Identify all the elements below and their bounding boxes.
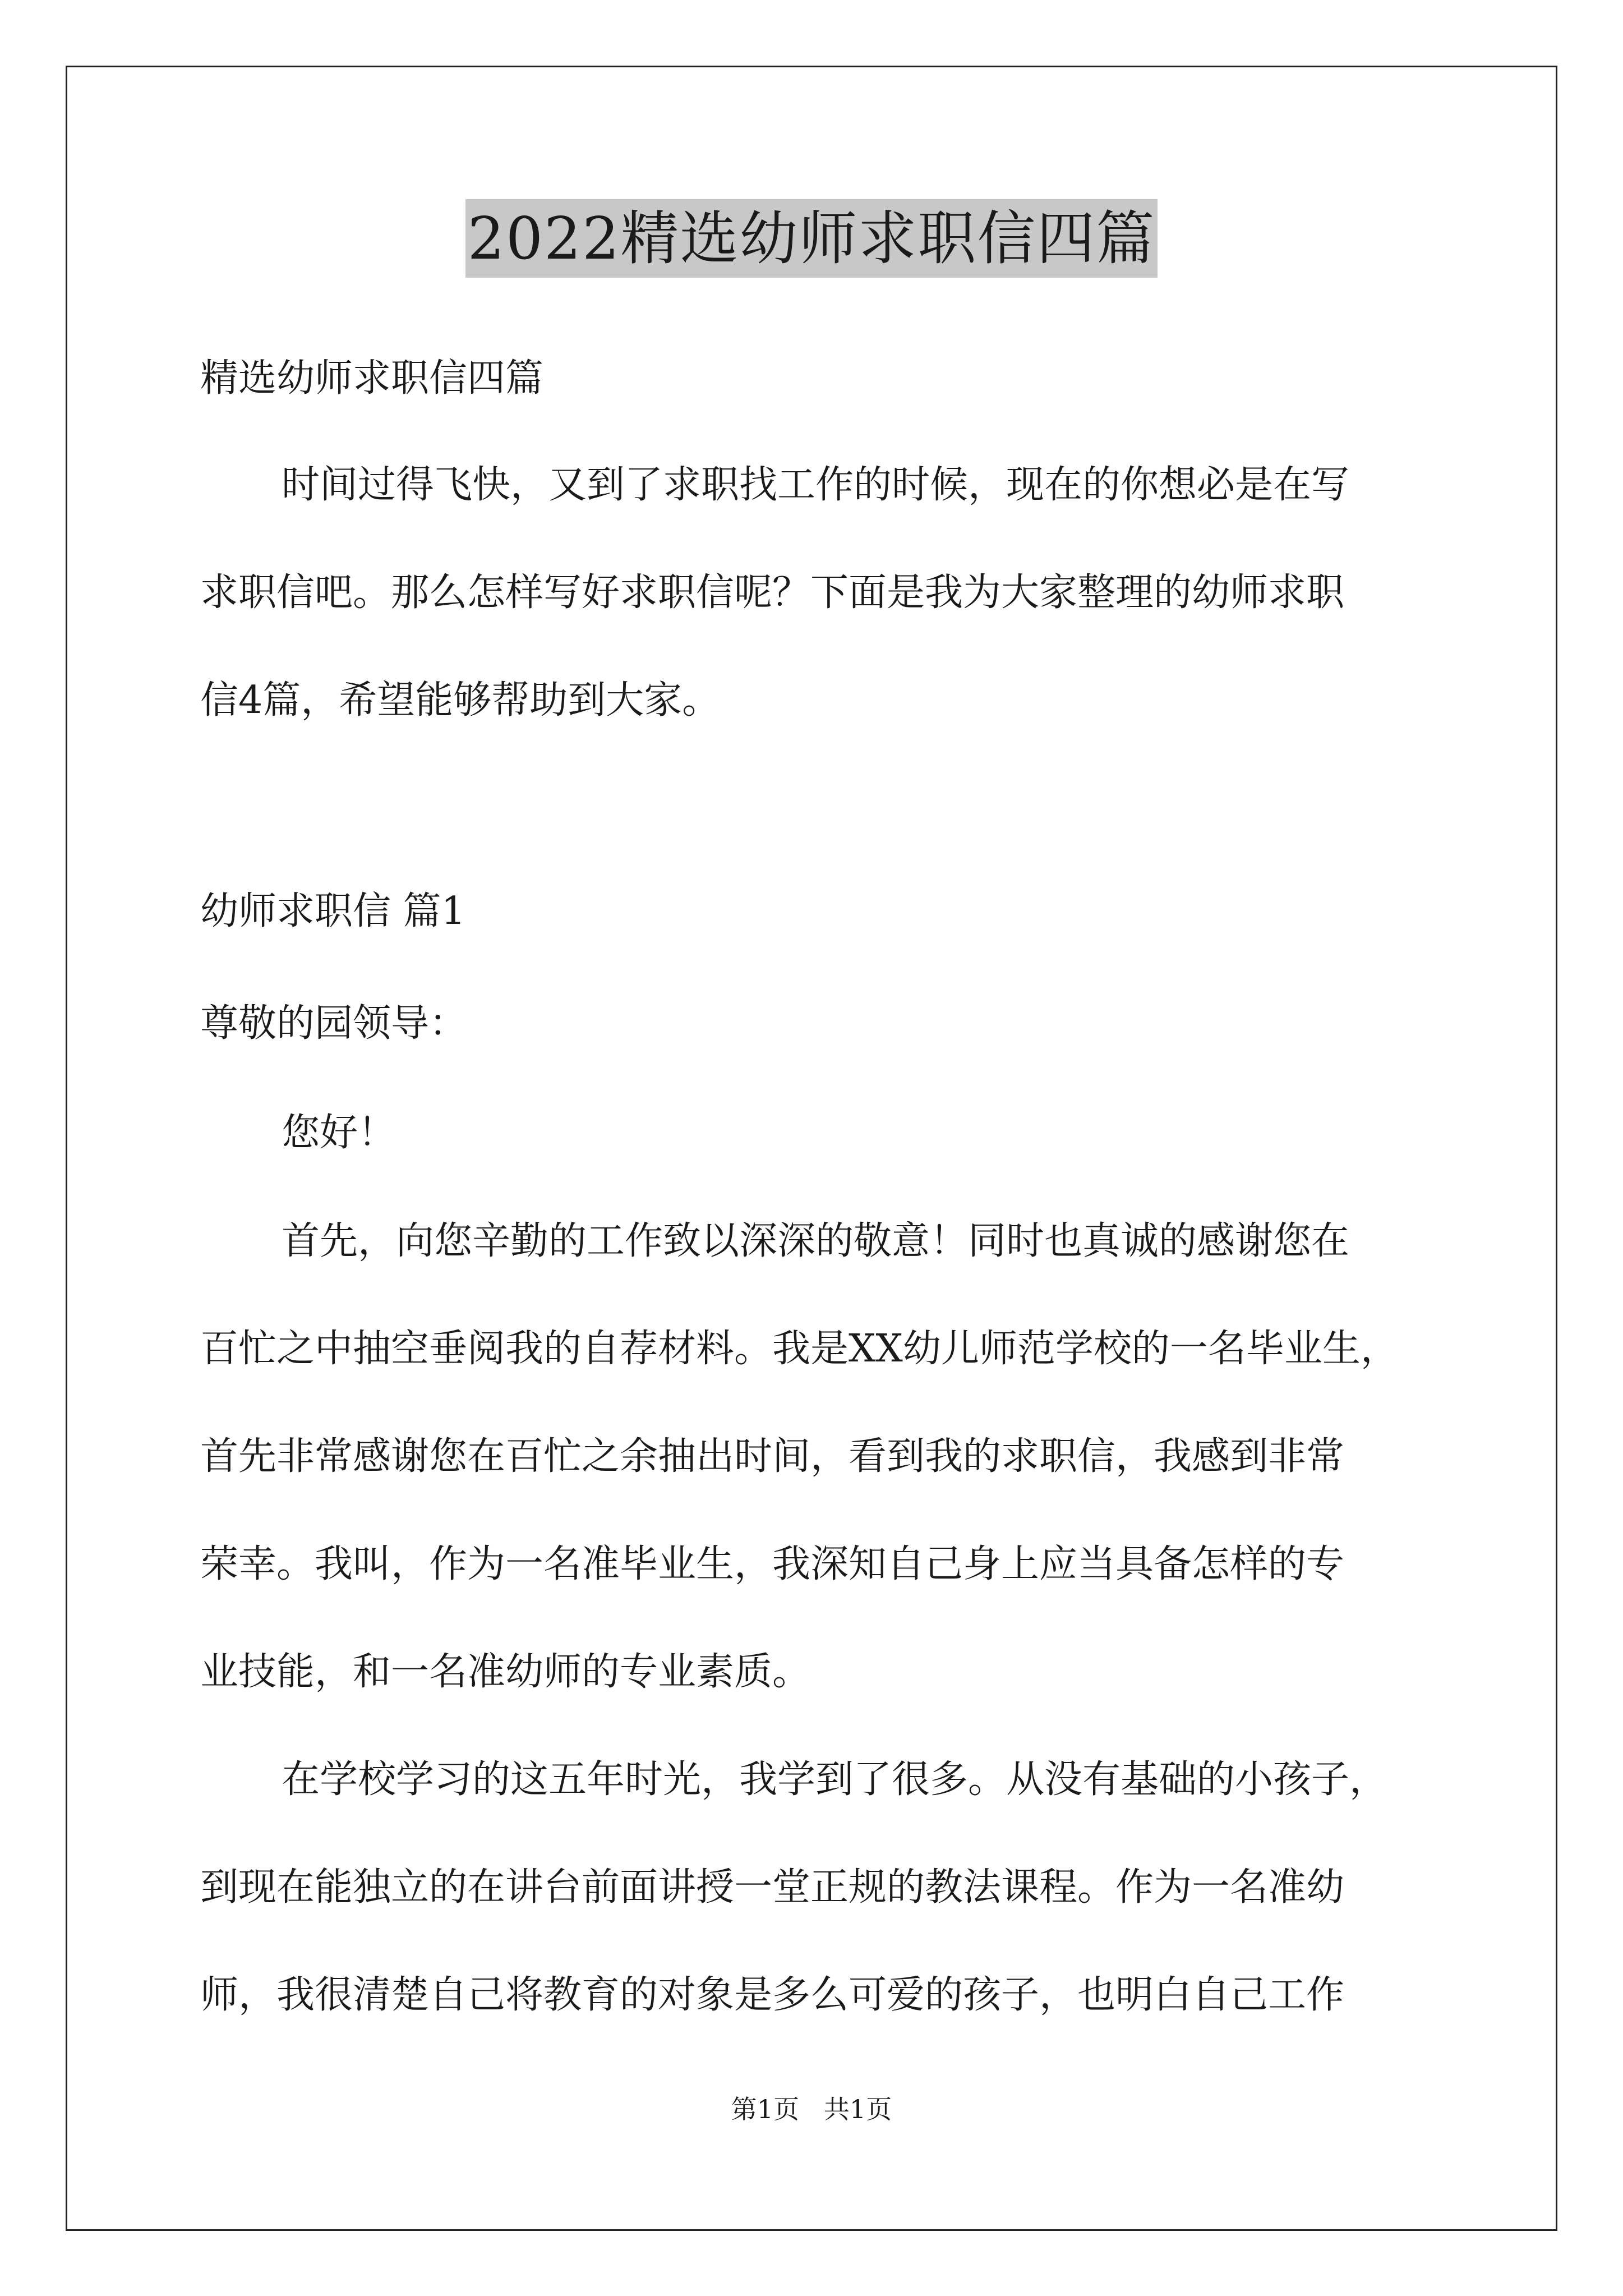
paragraph-line: 首先非常感谢您在百忙之余抽出时间，看到我的求职信，我感到非常 [200, 1434, 1345, 1479]
greeting: 您好！ [282, 1111, 396, 1155]
paragraph-line: 首先，向您辛勤的工作致以深深的敬意！同时也真诚的感谢您在 [282, 1219, 1350, 1263]
paragraph-line: 荣幸。我叫，作为一名准毕业生，我深知自己身上应当具备怎样的专 [200, 1542, 1345, 1586]
intro-line: 时间过得飞快，又到了求职找工作的时候，现在的你想必是在写 [282, 463, 1350, 507]
intro-line: 求职信吧。那么怎样写好求职信呢？下面是我为大家整理的幼师求职 [200, 570, 1345, 615]
paragraph-line: 业技能，和一名准幼师的专业素质。 [200, 1650, 811, 1694]
document-subtitle: 精选幼师求职信四篇 [200, 356, 544, 401]
salutation: 尊敬的园领导： [200, 1001, 468, 1046]
intro-line: 信4篇，希望能够帮助到大家。 [200, 678, 721, 723]
paragraph-line: 在学校学习的这五年时光，我学到了很多。从没有基础的小孩子， [282, 1757, 1388, 1802]
paragraph-line: 百忙之中抽空垂阅我的自荐材料。我是XX幼儿师范学校的一名毕业生， [200, 1327, 1399, 1371]
title-container [0, 199, 1623, 278]
document-title: 2022精选幼师求职信四篇 [465, 199, 1158, 278]
section-heading: 幼师求职信 篇1 [200, 889, 465, 933]
paragraph-line: 师，我很清楚自己将教育的对象是多么可爱的孩子，也明白自己工作 [200, 1973, 1345, 2017]
paragraph-line: 到现在能独立的在讲台前面讲授一堂正规的教法课程。作为一名准幼 [200, 1865, 1345, 1910]
page-footer: 第1页 共1页 [731, 2094, 892, 2124]
